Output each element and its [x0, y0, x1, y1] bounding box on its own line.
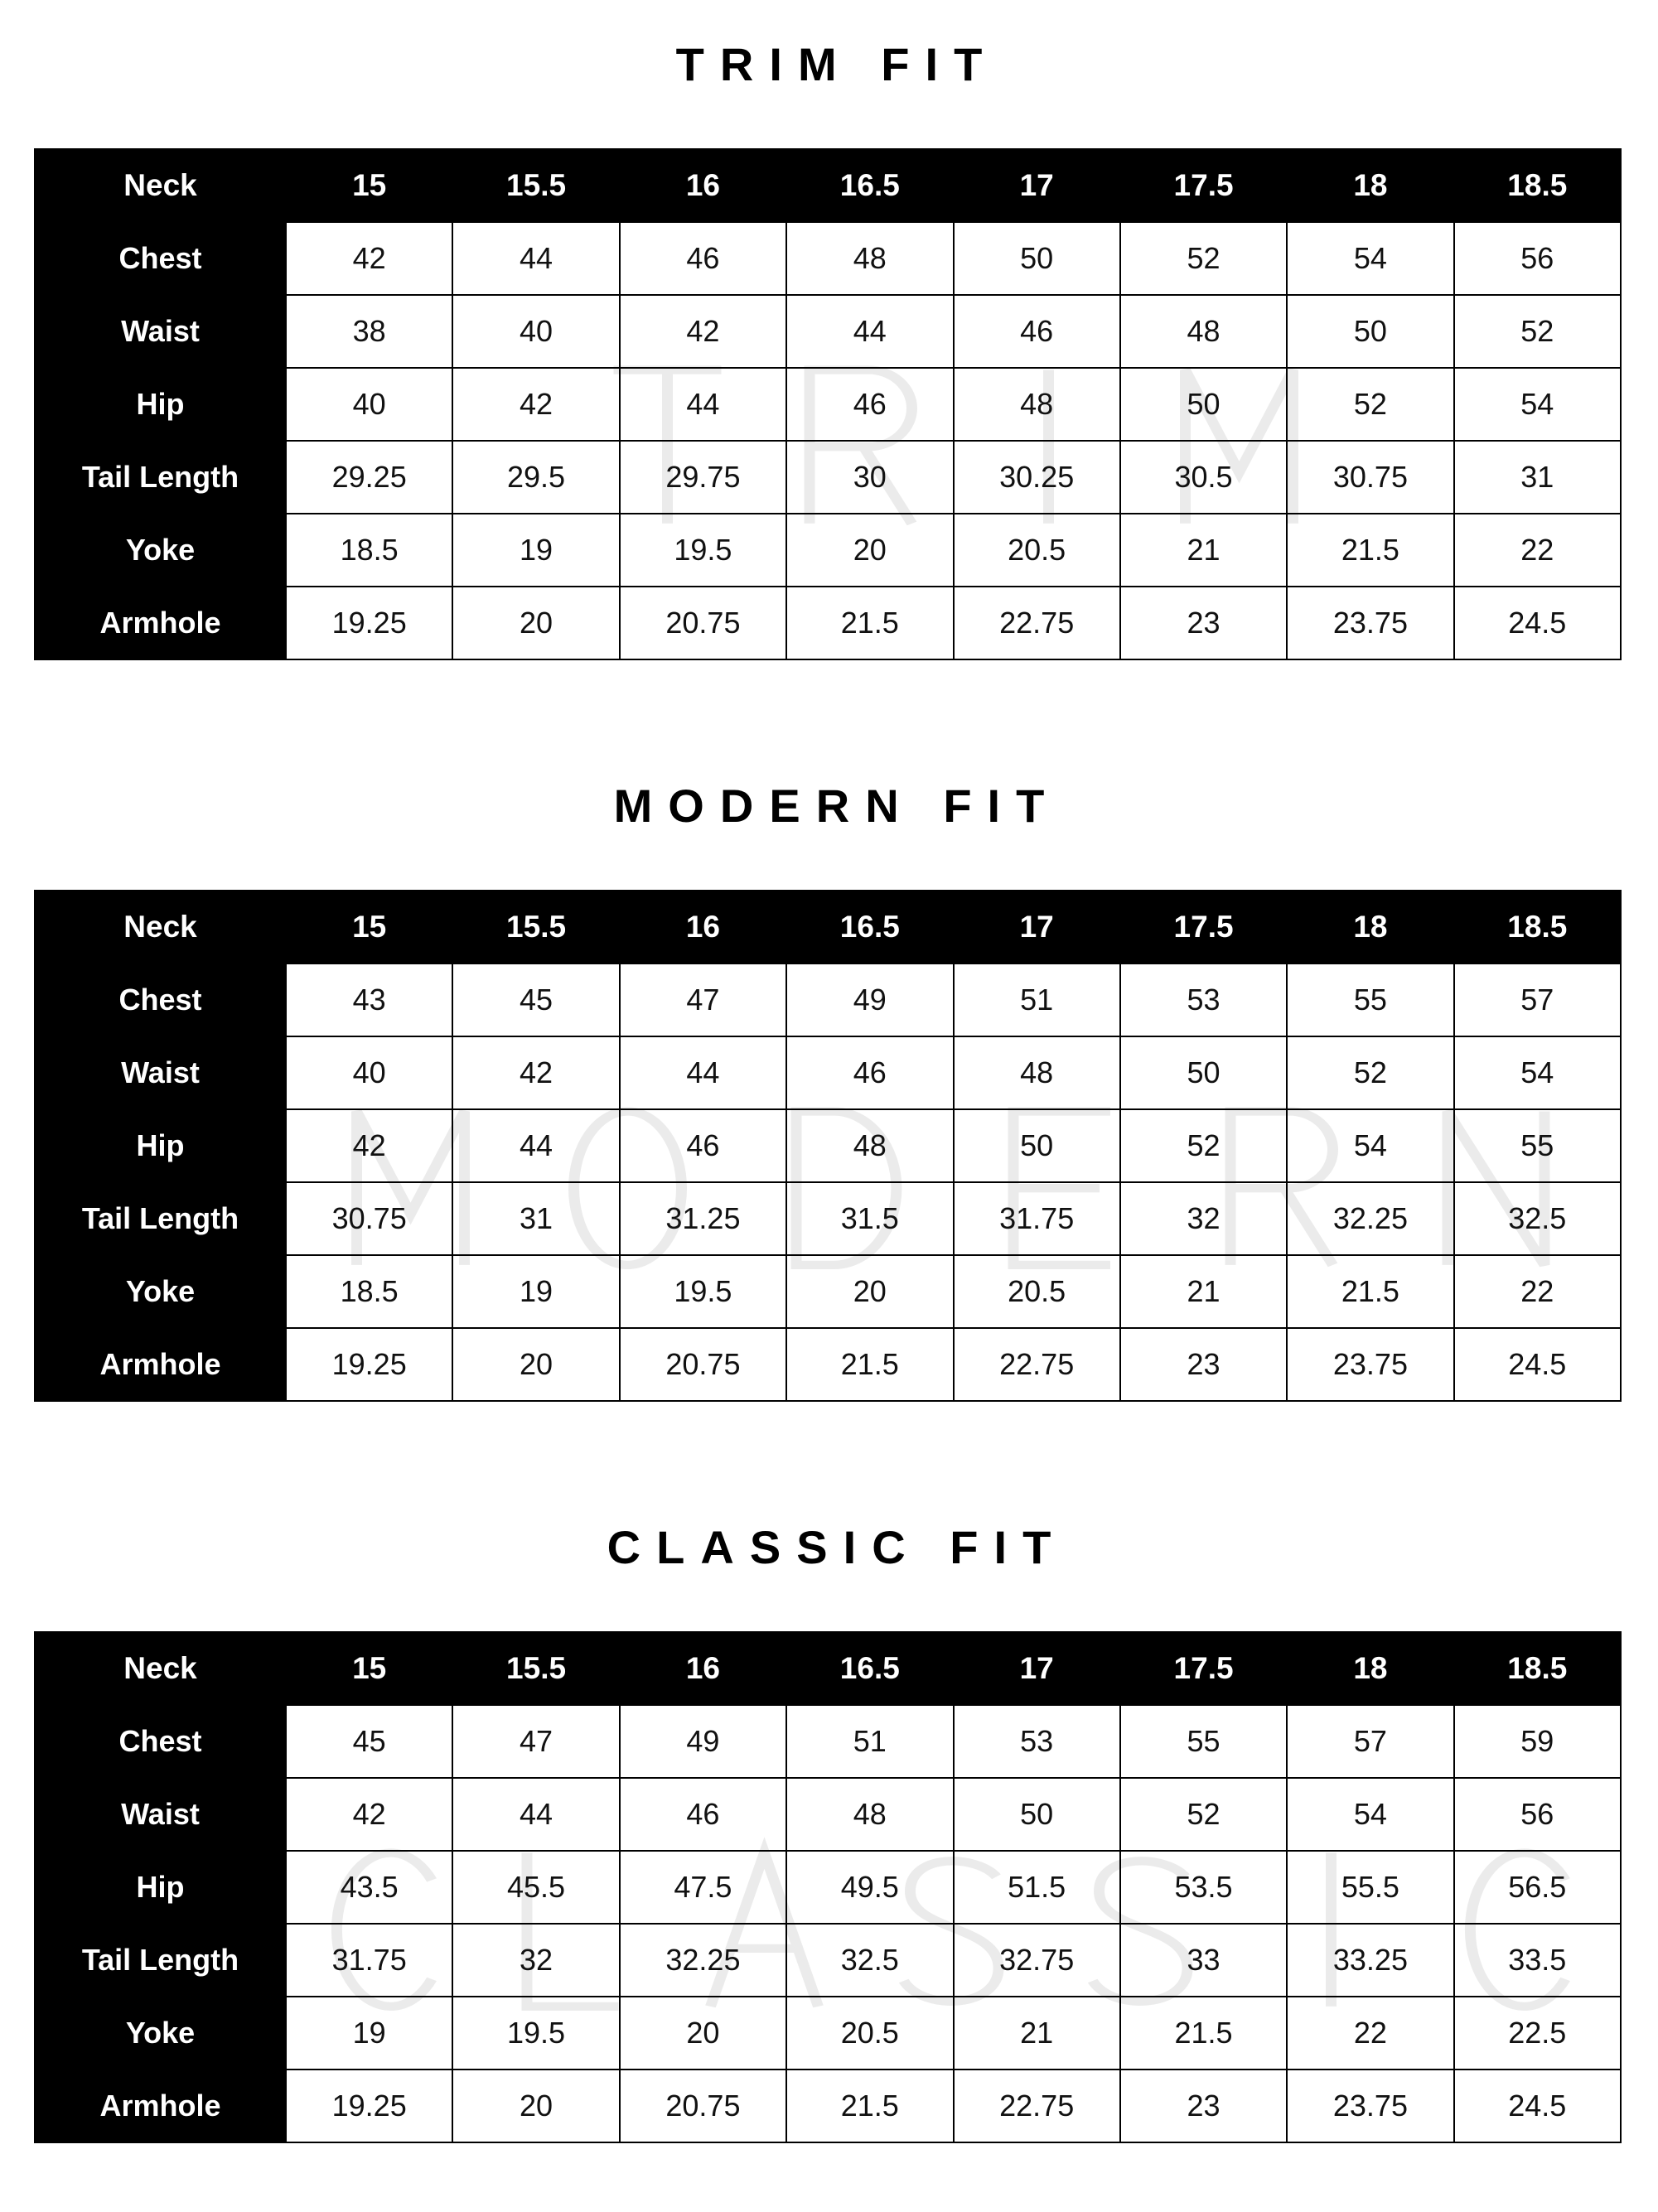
measurement-cell: 40	[286, 1036, 452, 1109]
measurement-cell: 21.5	[786, 587, 953, 659]
measurement-cell: 23	[1120, 2070, 1287, 2142]
measurement-cell: 33.5	[1454, 1924, 1621, 1997]
neck-size-header: 18	[1287, 1632, 1453, 1705]
table-row	[35, 368, 1621, 441]
table-row	[35, 964, 1621, 1036]
measurement-cell: 42	[452, 368, 619, 441]
measurement-cell: 40	[452, 295, 619, 368]
table-row	[35, 1182, 1621, 1255]
measurement-cell: 49.5	[786, 1851, 953, 1924]
header-row	[35, 1632, 1621, 1705]
measurement-cell: 44	[620, 368, 786, 441]
measurement-cell: 24.5	[1454, 1328, 1621, 1401]
measurement-cell: 31.75	[954, 1182, 1120, 1255]
trim-fit-title: TRIM FIT	[675, 38, 998, 90]
trim-fit-section	[0, 0, 1658, 729]
row-label: Chest	[35, 1705, 286, 1778]
classic-fit-table-wrapper	[34, 1631, 1622, 2132]
neck-header: Neck	[35, 149, 286, 222]
measurement-cell: 20	[786, 1255, 953, 1328]
measurement-cell: 43.5	[286, 1851, 452, 1924]
measurement-cell: 21	[954, 1997, 1120, 2070]
table-row	[35, 1778, 1621, 1851]
measurement-cell: 42	[620, 295, 786, 368]
modern-fit-size-table	[34, 890, 1622, 1402]
neck-size-header: 18.5	[1454, 1632, 1621, 1705]
measurement-cell: 19	[286, 1997, 452, 2070]
measurement-cell: 30.75	[286, 1182, 452, 1255]
measurement-cell: 20	[786, 514, 953, 587]
measurement-cell: 24.5	[1454, 587, 1621, 659]
measurement-cell: 29.75	[620, 441, 786, 514]
measurement-cell: 22.75	[954, 2070, 1120, 2142]
measurement-cell: 20.5	[954, 1255, 1120, 1328]
neck-size-header: 17.5	[1120, 149, 1287, 222]
neck-size-header: 17	[954, 1632, 1120, 1705]
measurement-cell: 54	[1287, 1778, 1453, 1851]
measurement-cell: 54	[1287, 222, 1453, 295]
measurement-cell: 22.75	[954, 1328, 1120, 1401]
row-label: Waist	[35, 1778, 286, 1851]
modern-fit-section	[0, 741, 1658, 1471]
measurement-cell: 29.25	[286, 441, 452, 514]
measurement-cell: 57	[1287, 1705, 1453, 1778]
measurement-cell: 29.5	[452, 441, 619, 514]
classic-fit-section	[0, 1483, 1658, 2212]
measurement-cell: 46	[786, 1036, 953, 1109]
classic-fit-size-table	[34, 1631, 1622, 2143]
neck-size-header: 16	[620, 1632, 786, 1705]
neck-size-header: 15	[286, 149, 452, 222]
measurement-cell: 49	[786, 964, 953, 1036]
table-row	[35, 222, 1621, 295]
table-row	[35, 1328, 1621, 1401]
measurement-cell: 23.75	[1287, 1328, 1453, 1401]
measurement-cell: 48	[954, 368, 1120, 441]
modern-fit-title: MODERN FIT	[613, 780, 1061, 832]
measurement-cell: 22.5	[1454, 1997, 1621, 2070]
table-row	[35, 1997, 1621, 2070]
row-label: Armhole	[35, 2070, 286, 2142]
measurement-cell: 44	[452, 1778, 619, 1851]
measurement-cell: 50	[1120, 368, 1287, 441]
measurement-cell: 54	[1454, 368, 1621, 441]
neck-size-header: 16	[620, 891, 786, 964]
measurement-cell: 22	[1454, 1255, 1621, 1328]
measurement-cell: 21.5	[1287, 514, 1453, 587]
neck-size-header: 18	[1287, 891, 1453, 964]
neck-header: Neck	[35, 1632, 286, 1705]
modern-fit-table-wrapper	[34, 890, 1622, 1391]
measurement-cell: 45.5	[452, 1851, 619, 1924]
row-label: Yoke	[35, 1997, 286, 2070]
neck-size-header: 15.5	[452, 891, 619, 964]
measurement-cell: 52	[1287, 1036, 1453, 1109]
measurement-cell: 55	[1454, 1109, 1621, 1182]
row-label: Yoke	[35, 514, 286, 587]
neck-size-header: 15.5	[452, 1632, 619, 1705]
measurement-cell: 32.5	[1454, 1182, 1621, 1255]
measurement-cell: 20	[452, 1328, 619, 1401]
table-row	[35, 514, 1621, 587]
measurement-cell: 42	[286, 222, 452, 295]
row-label: Hip	[35, 1109, 286, 1182]
measurement-cell: 51.5	[954, 1851, 1120, 1924]
measurement-cell: 48	[786, 1109, 953, 1182]
measurement-cell: 50	[1287, 295, 1453, 368]
measurement-cell: 52	[1120, 1109, 1287, 1182]
measurement-cell: 56	[1454, 1778, 1621, 1851]
measurement-cell: 20	[452, 2070, 619, 2142]
measurement-cell: 19	[452, 514, 619, 587]
measurement-cell: 47	[620, 964, 786, 1036]
measurement-cell: 50	[954, 1109, 1120, 1182]
measurement-cell: 19.5	[452, 1997, 619, 2070]
measurement-cell: 33.25	[1287, 1924, 1453, 1997]
row-label: Hip	[35, 368, 286, 441]
measurement-cell: 48	[954, 1036, 1120, 1109]
row-label: Tail Length	[35, 1924, 286, 1997]
classic-fit-title: CLASSIC FIT	[607, 1521, 1067, 1573]
measurement-cell: 21.5	[786, 2070, 953, 2142]
measurement-cell: 55	[1120, 1705, 1287, 1778]
neck-size-header: 16.5	[786, 1632, 953, 1705]
measurement-cell: 22	[1454, 514, 1621, 587]
neck-size-header: 18.5	[1454, 149, 1621, 222]
measurement-cell: 31	[452, 1182, 619, 1255]
measurement-cell: 52	[1454, 295, 1621, 368]
measurement-cell: 19.5	[620, 514, 786, 587]
neck-size-header: 17.5	[1120, 1632, 1287, 1705]
measurement-cell: 23	[1120, 587, 1287, 659]
measurement-cell: 31.75	[286, 1924, 452, 1997]
table-row	[35, 2070, 1621, 2142]
neck-size-header: 17.5	[1120, 891, 1287, 964]
measurement-cell: 21	[1120, 514, 1287, 587]
neck-size-header: 17	[954, 149, 1120, 222]
measurement-cell: 47	[452, 1705, 619, 1778]
measurement-cell: 44	[786, 295, 953, 368]
measurement-cell: 45	[286, 1705, 452, 1778]
measurement-cell: 48	[786, 222, 953, 295]
row-label: Waist	[35, 1036, 286, 1109]
measurement-cell: 55.5	[1287, 1851, 1453, 1924]
measurement-cell: 52	[1287, 368, 1453, 441]
measurement-cell: 46	[786, 368, 953, 441]
measurement-cell: 45	[452, 964, 619, 1036]
measurement-cell: 54	[1454, 1036, 1621, 1109]
measurement-cell: 19.25	[286, 1328, 452, 1401]
measurement-cell: 22.75	[954, 587, 1120, 659]
measurement-cell: 46	[620, 222, 786, 295]
measurement-cell: 31.5	[786, 1182, 953, 1255]
measurement-cell: 53.5	[1120, 1851, 1287, 1924]
table-row	[35, 1109, 1621, 1182]
measurement-cell: 32.25	[1287, 1182, 1453, 1255]
neck-size-header: 15	[286, 1632, 452, 1705]
table-row	[35, 1924, 1621, 1997]
row-label: Armhole	[35, 587, 286, 659]
measurement-cell: 59	[1454, 1705, 1621, 1778]
measurement-cell: 50	[954, 1778, 1120, 1851]
table-row	[35, 1705, 1621, 1778]
measurement-cell: 38	[286, 295, 452, 368]
row-label: Yoke	[35, 1255, 286, 1328]
measurement-cell: 50	[1120, 1036, 1287, 1109]
measurement-cell: 47.5	[620, 1851, 786, 1924]
measurement-cell: 21.5	[1287, 1255, 1453, 1328]
row-label: Tail Length	[35, 1182, 286, 1255]
measurement-cell: 20	[452, 587, 619, 659]
measurement-cell: 33	[1120, 1924, 1287, 1997]
neck-size-header: 18	[1287, 149, 1453, 222]
measurement-cell: 20.75	[620, 1328, 786, 1401]
neck-size-header: 15	[286, 891, 452, 964]
measurement-cell: 19.25	[286, 2070, 452, 2142]
measurement-cell: 32.5	[786, 1924, 953, 1997]
measurement-cell: 23	[1120, 1328, 1287, 1401]
neck-size-header: 17	[954, 891, 1120, 964]
measurement-cell: 44	[620, 1036, 786, 1109]
row-label: Armhole	[35, 1328, 286, 1401]
trim-fit-size-table	[34, 148, 1622, 660]
measurement-cell: 48	[1120, 295, 1287, 368]
measurement-cell: 53	[954, 1705, 1120, 1778]
measurement-cell: 24.5	[1454, 2070, 1621, 2142]
header-row	[35, 891, 1621, 964]
measurement-cell: 51	[954, 964, 1120, 1036]
measurement-cell: 32.75	[954, 1924, 1120, 1997]
table-row	[35, 587, 1621, 659]
measurement-cell: 32	[1120, 1182, 1287, 1255]
row-label: Hip	[35, 1851, 286, 1924]
neck-size-header: 16	[620, 149, 786, 222]
measurement-cell: 46	[620, 1109, 786, 1182]
measurement-cell: 42	[286, 1109, 452, 1182]
neck-size-header: 18.5	[1454, 891, 1621, 964]
measurement-cell: 49	[620, 1705, 786, 1778]
measurement-cell: 32.25	[620, 1924, 786, 1997]
header-row	[35, 149, 1621, 222]
table-row	[35, 1036, 1621, 1109]
measurement-cell: 54	[1287, 1109, 1453, 1182]
measurement-cell: 21.5	[1120, 1997, 1287, 2070]
neck-size-header: 16.5	[786, 891, 953, 964]
measurement-cell: 19.25	[286, 587, 452, 659]
row-label: Tail Length	[35, 441, 286, 514]
measurement-cell: 53	[1120, 964, 1287, 1036]
neck-header: Neck	[35, 891, 286, 964]
neck-size-header: 16.5	[786, 149, 953, 222]
measurement-cell: 50	[954, 222, 1120, 295]
measurement-cell: 44	[452, 222, 619, 295]
table-row	[35, 1851, 1621, 1924]
row-label: Waist	[35, 295, 286, 368]
measurement-cell: 20	[620, 1997, 786, 2070]
measurement-cell: 21.5	[786, 1328, 953, 1401]
measurement-cell: 23.75	[1287, 2070, 1453, 2142]
measurement-cell: 32	[452, 1924, 619, 1997]
measurement-cell: 30.75	[1287, 441, 1453, 514]
measurement-cell: 43	[286, 964, 452, 1036]
measurement-cell: 56.5	[1454, 1851, 1621, 1924]
measurement-cell: 30	[786, 441, 953, 514]
measurement-cell: 19.5	[620, 1255, 786, 1328]
table-row	[35, 441, 1621, 514]
measurement-cell: 55	[1287, 964, 1453, 1036]
measurement-cell: 31.25	[620, 1182, 786, 1255]
neck-size-header: 15.5	[452, 149, 619, 222]
table-row	[35, 1255, 1621, 1328]
measurement-cell: 44	[452, 1109, 619, 1182]
measurement-cell: 42	[452, 1036, 619, 1109]
measurement-cell: 20.5	[786, 1997, 953, 2070]
row-label: Chest	[35, 222, 286, 295]
measurement-cell: 20.75	[620, 2070, 786, 2142]
measurement-cell: 46	[954, 295, 1120, 368]
measurement-cell: 30.5	[1120, 441, 1287, 514]
measurement-cell: 30.25	[954, 441, 1120, 514]
measurement-cell: 46	[620, 1778, 786, 1851]
measurement-cell: 19	[452, 1255, 619, 1328]
measurement-cell: 52	[1120, 1778, 1287, 1851]
measurement-cell: 57	[1454, 964, 1621, 1036]
trim-fit-table-wrapper	[34, 148, 1622, 650]
measurement-cell: 23.75	[1287, 587, 1453, 659]
measurement-cell: 48	[786, 1778, 953, 1851]
row-label: Chest	[35, 964, 286, 1036]
measurement-cell: 40	[286, 368, 452, 441]
measurement-cell: 18.5	[286, 1255, 452, 1328]
measurement-cell: 20.5	[954, 514, 1120, 587]
measurement-cell: 51	[786, 1705, 953, 1778]
measurement-cell: 21	[1120, 1255, 1287, 1328]
measurement-cell: 22	[1287, 1997, 1453, 2070]
measurement-cell: 31	[1454, 441, 1621, 514]
measurement-cell: 20.75	[620, 587, 786, 659]
table-row	[35, 295, 1621, 368]
measurement-cell: 42	[286, 1778, 452, 1851]
measurement-cell: 52	[1120, 222, 1287, 295]
measurement-cell: 56	[1454, 222, 1621, 295]
measurement-cell: 18.5	[286, 514, 452, 587]
